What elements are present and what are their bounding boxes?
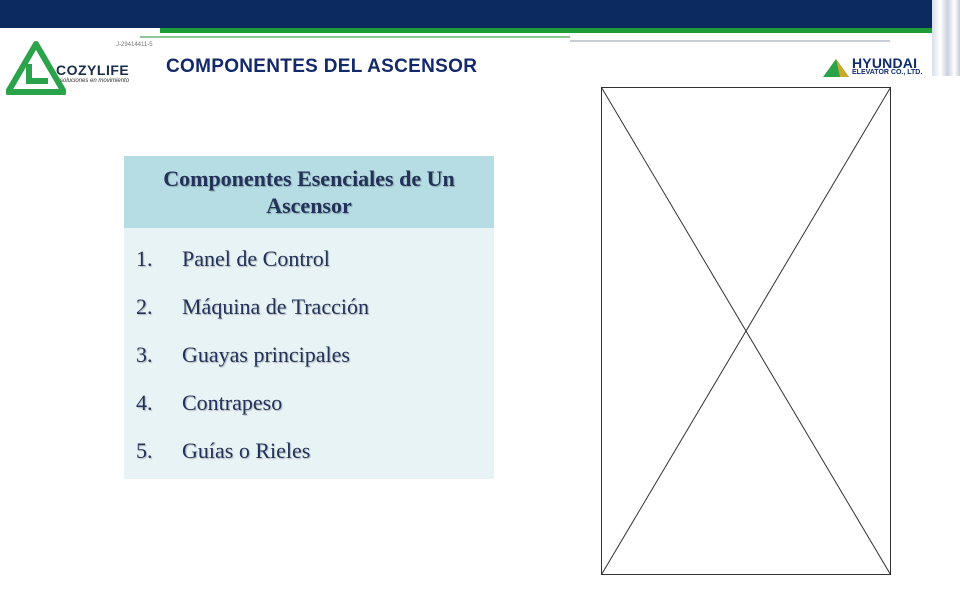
list-item-label: Guías o Rieles: [182, 438, 311, 463]
image-placeholder: [601, 87, 891, 575]
list-item-label: Máquina de Tracción: [182, 294, 369, 319]
list-item-number: 1.: [136, 246, 153, 271]
hyundai-logo: [822, 55, 942, 79]
gray-accent-line: [570, 40, 890, 42]
list-item-number: 4.: [136, 390, 153, 415]
cozylife-name: COZYLIFE: [56, 62, 130, 78]
green-accent-line: [160, 28, 932, 33]
list-item-number: 5.: [136, 438, 153, 463]
page-title: COMPONENTES DEL ASCENSOR: [166, 56, 478, 77]
card-header: [124, 156, 494, 228]
card-title: Componentes Esenciales de Un Ascensor: [163, 166, 455, 218]
cozylife-tagline: soluciones en movimiento: [60, 78, 130, 84]
light-green-accent-line: [140, 36, 570, 38]
hyundai-name: HYUNDAI: [852, 55, 918, 71]
list-item-label: Panel de Control: [182, 246, 330, 271]
list-item-label: Contrapeso: [182, 390, 283, 415]
list-item-number: 3.: [136, 342, 153, 367]
hyundai-subtitle: ELEVATOR CO., LTD.: [852, 69, 923, 76]
components-card: [124, 156, 494, 479]
list-item-label: Guayas principales: [182, 342, 350, 367]
cozylife-code: J-29414411-5: [116, 42, 153, 48]
top-banner-bar: [0, 0, 960, 28]
list-item-number: 2.: [136, 294, 153, 319]
hyundai-mark-icon: [822, 57, 850, 79]
missing-image-icon: [601, 87, 891, 575]
